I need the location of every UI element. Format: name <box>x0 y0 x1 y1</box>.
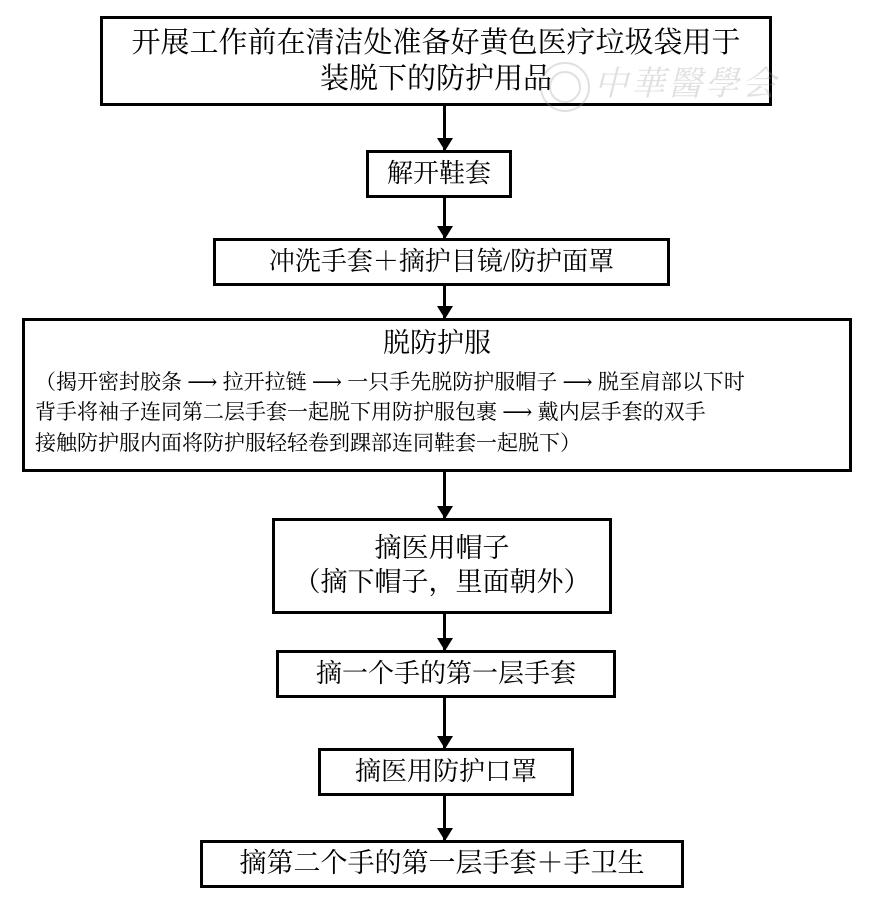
watermark-text: 中華醫學会 <box>594 64 779 104</box>
node-remove-medical-respirator <box>318 748 574 796</box>
node-line: （摘下帽子，里面朝外） <box>293 567 591 597</box>
connector-arrow <box>443 106 446 150</box>
node-line: 摘一个手的第一层手套 <box>315 658 576 688</box>
node-detail-line: （揭开密封胶条 ⟶ 拉开拉链 ⟶ 一只手先脱防护服帽子 ⟶ 脱至肩部以下时 <box>35 369 745 394</box>
node-prepare-yellow-bag <box>100 16 772 106</box>
connector-arrow <box>443 796 446 840</box>
node-detail-line: 接触防护服内面将防护服轻轻卷到踝部连同鞋套一起脱下） <box>35 430 581 455</box>
connector-arrow <box>443 698 446 748</box>
connector-arrow <box>443 472 446 518</box>
connector-arrow <box>443 198 446 238</box>
node-title: 脱防护服 <box>383 328 491 358</box>
node-rinse-gloves-remove-goggles <box>213 238 670 286</box>
node-remove-first-glove-layer-one-hand <box>276 650 616 698</box>
node-line: 解开鞋套 <box>386 158 491 188</box>
node-remove-medical-cap <box>272 518 612 614</box>
node-line: 开展工作前在清洁处准备好黄色医疗垃圾袋用于 <box>131 26 741 59</box>
connector-arrow <box>443 614 446 650</box>
node-line: 装脱下的防护用品 <box>319 63 552 95</box>
connector-arrow <box>443 286 446 318</box>
node-line: 摘第二个手的第一层手套＋手卫生 <box>239 848 645 879</box>
node-line: 摘医用防护口罩 <box>354 756 537 786</box>
node-untie-shoe-covers <box>366 150 512 198</box>
node-remove-protective-suit <box>22 318 852 472</box>
node-remove-second-hand-glove-hand-hygiene <box>200 840 684 888</box>
node-line: 冲洗手套＋摘护目镜/防护面罩 <box>268 246 615 276</box>
node-line: 摘医用帽子 <box>374 533 510 564</box>
node-detail-line: 背手将袖子连同第二层手套一起脱下用防护服包裹 ⟶ 戴内层手套的双手 <box>35 400 706 425</box>
